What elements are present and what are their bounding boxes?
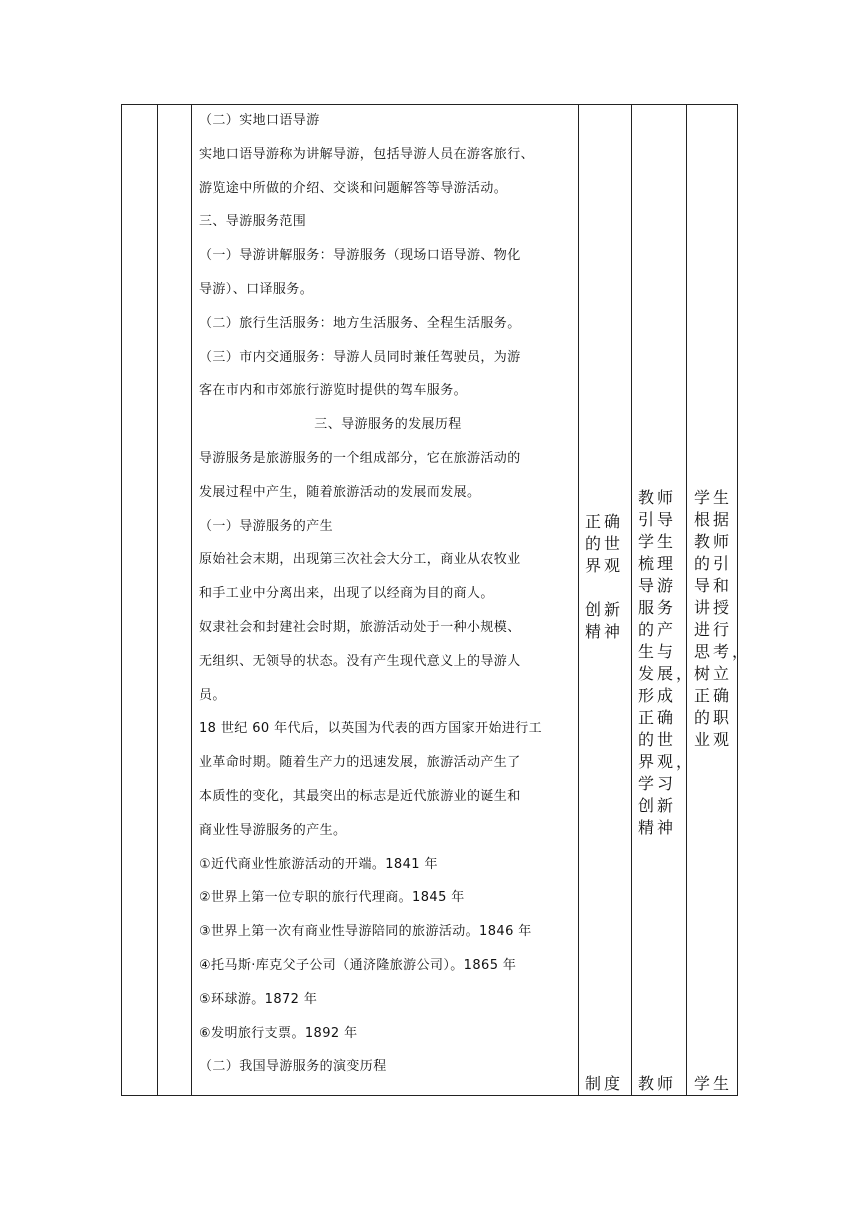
teacher-line: 的产 bbox=[638, 620, 677, 639]
teacher-line: 形成 bbox=[638, 686, 677, 705]
student-line: 进行 bbox=[694, 620, 733, 639]
ideology-line: 创新 bbox=[585, 600, 624, 619]
content-line: 奴隶社会和封建社会时期，旅游活动处于一种小规模、 bbox=[199, 619, 521, 635]
student-column-bottom bbox=[694, 1073, 732, 1095]
content-line: 导游服务是旅游服务的一个组成部分，它在旅游活动的 bbox=[199, 450, 521, 466]
student-column bbox=[694, 487, 751, 751]
teacher-column bbox=[638, 487, 695, 839]
table-divider bbox=[631, 105, 632, 1095]
student-line: 导和 bbox=[694, 576, 733, 595]
student-line: 思考， bbox=[694, 642, 752, 661]
student-line: 树立 bbox=[694, 664, 733, 683]
teacher-line: 学生 bbox=[638, 532, 677, 551]
subsection-heading: （二）我国导游服务的演变历程 bbox=[199, 1059, 387, 1075]
content-line: （二）实地口语导游 bbox=[199, 113, 320, 128]
student-line: 业观 bbox=[694, 730, 733, 749]
table-divider bbox=[157, 105, 158, 1095]
timeline-item: ②世界上第一位专职的旅行代理商。1845 年 bbox=[199, 890, 465, 906]
timeline-item: ③世界上第一次有商业性导游陪同的旅游活动。1846 年 bbox=[199, 924, 532, 940]
content-line: 18 世纪 60 年代后，以英国为代表的西方国家开始进行工 bbox=[199, 721, 543, 737]
content-line: 游览途中所做的介绍、交谈和问题解答等导游活动。 bbox=[199, 180, 508, 196]
student-line: 学生 bbox=[694, 488, 733, 507]
content-line: 本质性的变化，其最突出的标志是近代旅游业的诞生和 bbox=[199, 788, 521, 804]
teacher-line: 发展， bbox=[638, 664, 696, 683]
ideology-line: 的世 bbox=[585, 534, 624, 553]
content-line: 客在市内和市郊旅行游览时提供的驾车服务。 bbox=[199, 383, 468, 399]
teacher-line: 教师 bbox=[638, 488, 677, 507]
student-line: 讲授 bbox=[694, 598, 733, 617]
teacher-line: 精神 bbox=[638, 818, 677, 837]
content-line: （一）导游讲解服务：导游服务（现场口语导游、物化 bbox=[199, 248, 521, 264]
ideology-bottom-text: 制度 bbox=[585, 1074, 624, 1093]
content-line: （二）旅行生活服务：地方生活服务、全程生活服务。 bbox=[199, 315, 521, 331]
content-line: 业革命时期。随着生产力的迅速发展，旅游活动产生了 bbox=[199, 755, 521, 771]
content-line: （三）市内交通服务：导游人员同时兼任驾驶员，为游 bbox=[199, 349, 521, 365]
content-line: 实地口语导游称为讲解导游，包括导游人员在游客旅行、 bbox=[199, 146, 535, 162]
table-divider bbox=[578, 105, 579, 1095]
timeline-item: ④托马斯·库克父子公司（通济隆旅游公司）。1865 年 bbox=[199, 957, 517, 973]
student-bottom-text: 学生 bbox=[694, 1074, 733, 1093]
content-line: 无组织、无领导的状态。没有产生现代意义上的导游人 bbox=[199, 653, 521, 669]
teacher-line: 创新 bbox=[638, 796, 677, 815]
student-line: 根据 bbox=[694, 510, 733, 529]
student-line: 的职 bbox=[694, 708, 733, 727]
student-line: 正确 bbox=[694, 686, 733, 705]
teacher-line: 界观， bbox=[638, 752, 696, 771]
teacher-bottom-text: 教师 bbox=[638, 1074, 677, 1093]
section-heading: 三、导游服务的发展历程 bbox=[314, 417, 462, 433]
timeline-item: ⑥发明旅行支票。1892 年 bbox=[199, 1025, 358, 1041]
content-line: 和手工业中分离出来，出现了以经商为目的商人。 bbox=[199, 586, 494, 602]
timeline-item: ⑤环球游。1872 年 bbox=[199, 991, 318, 1007]
teacher-line: 的世 bbox=[638, 730, 677, 749]
subsection-heading: （一）导游服务的产生 bbox=[199, 518, 334, 534]
section-heading: 三、导游服务范围 bbox=[199, 214, 307, 230]
teacher-line: 引导 bbox=[638, 510, 677, 529]
lesson-content bbox=[199, 104, 577, 1084]
content-line: 导游）、口译服务。 bbox=[199, 281, 314, 297]
teacher-column-bottom bbox=[638, 1073, 676, 1095]
ideology-line: 精神 bbox=[585, 622, 624, 641]
teacher-line: 梳理 bbox=[638, 554, 677, 573]
timeline-item: ①近代商业性旅游活动的开端。1841 年 bbox=[199, 856, 438, 872]
student-line: 教师 bbox=[694, 532, 733, 551]
student-line: 的引 bbox=[694, 554, 733, 573]
content-line: 发展过程中产生，随着旅游活动的发展而发展。 bbox=[199, 484, 481, 500]
teacher-line: 正确 bbox=[638, 708, 677, 727]
ideology-line: 界观 bbox=[585, 556, 624, 575]
content-line: 商业性导游服务的产生。 bbox=[199, 822, 347, 838]
content-line: 员。 bbox=[199, 687, 226, 703]
teacher-line: 学习 bbox=[638, 774, 677, 793]
ideology-column bbox=[585, 511, 623, 643]
teacher-line: 服务 bbox=[638, 598, 677, 617]
ideology-line: 正确 bbox=[585, 512, 624, 531]
content-line: 原始社会末期，出现第三次社会大分工，商业从农牧业 bbox=[199, 552, 521, 568]
table-divider bbox=[191, 105, 192, 1095]
teacher-line: 导游 bbox=[638, 576, 677, 595]
ideology-column-bottom bbox=[585, 1073, 623, 1095]
teacher-line: 生与 bbox=[638, 642, 677, 661]
ideology-spacer bbox=[585, 577, 623, 599]
